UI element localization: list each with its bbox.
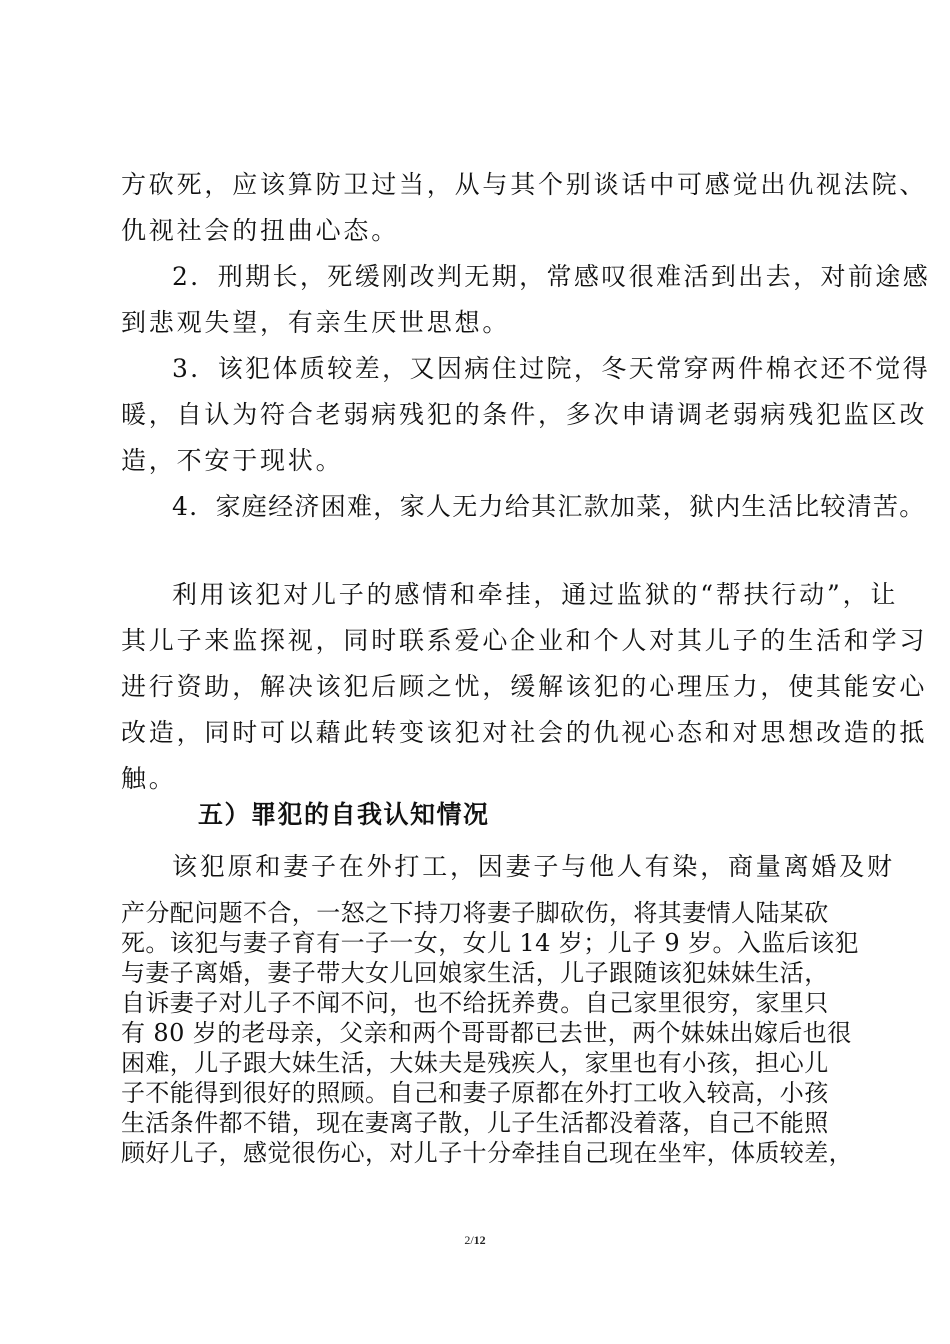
paragraph-line: 触。 xyxy=(121,764,177,793)
list-item-4-line: 4．家庭经济困难，家人无力给其汇款加菜，狱内生活比较清苦。 xyxy=(172,492,926,521)
paragraph-line: 进行资助，解决该犯后顾之忧，缓解该犯的心理压力，使其能安心 xyxy=(121,672,928,701)
paragraph-line: 生活条件都不错，现在妻离子散，儿子生活都没着落，自己不能照 xyxy=(121,1109,829,1137)
page-number-current: 2/ xyxy=(464,1233,474,1247)
page-number-total: 12 xyxy=(473,1233,486,1247)
list-item-3-line: 造，不安于现状。 xyxy=(121,446,344,475)
paragraph-line: 子不能得到很好的照顾。自己和妻子原都在外打工收入较高，小孩 xyxy=(121,1079,829,1107)
paragraph-line: 自诉妻子对儿子不闻不问，也不给抚养费。自己家里很穷，家里只 xyxy=(121,989,829,1017)
body-line: 仇视社会的扭曲心态。 xyxy=(121,216,400,245)
section-heading: 五）罪犯的自我认知情况 xyxy=(198,800,490,829)
paragraph-line: 利用该犯对儿子的感情和牵挂，通过监狱的“帮扶行动”，让 xyxy=(172,580,899,609)
paragraph-line: 顾好儿子，感觉很伤心，对儿子十分牵挂自己现在坐牢，体质较差， xyxy=(121,1139,853,1167)
list-item-2-line: 2．刑期长，死缓刚改判无期，常感叹很难活到出去，对前途感 xyxy=(172,262,931,291)
paragraph-line: 该犯原和妻子在外打工，因妻子与他人有染，商量离婚及财 xyxy=(172,852,895,881)
paragraph-line: 有 80 岁的老母亲，父亲和两个哥哥都已去世，两个妹妹出嫁后也很 xyxy=(121,1019,852,1047)
paragraph-line: 其儿子来监探视，同时联系爱心企业和个人对其儿子的生活和学习 xyxy=(121,626,928,655)
body-line: 方砍死，应该算防卫过当，从与其个别谈话中可感觉出仇视法院、 xyxy=(121,170,928,199)
paragraph-line: 产分配问题不合，一怒之下持刀将妻子脚砍伤，将其妻情人陆某砍 xyxy=(121,899,829,927)
paragraph-line: 改造，同时可以藉此转变该犯对社会的仇视心态和对思想改造的抵 xyxy=(121,718,928,747)
list-item-3-line: 3．该犯体质较差，又因病住过院，冬天常穿两件棉衣还不觉得 xyxy=(172,354,931,383)
page-number xyxy=(0,1233,950,1248)
paragraph-line: 与妻子离婚，妻子带大女儿回娘家生活，儿子跟随该犯妹妹生活， xyxy=(121,959,829,987)
paragraph-line: 死。该犯与妻子育有一子一女，女儿 14 岁；儿子 9 岁。入监后该犯 xyxy=(121,929,859,957)
paragraph-line: 困难，儿子跟大妹生活，大妹夫是残疾人，家里也有小孩，担心儿 xyxy=(121,1049,829,1077)
list-item-2-line: 到悲观失望，有亲生厌世思想。 xyxy=(121,308,511,337)
list-item-3-line: 暖，自认为符合老弱病残犯的条件，多次申请调老弱病残犯监区改 xyxy=(121,400,928,429)
